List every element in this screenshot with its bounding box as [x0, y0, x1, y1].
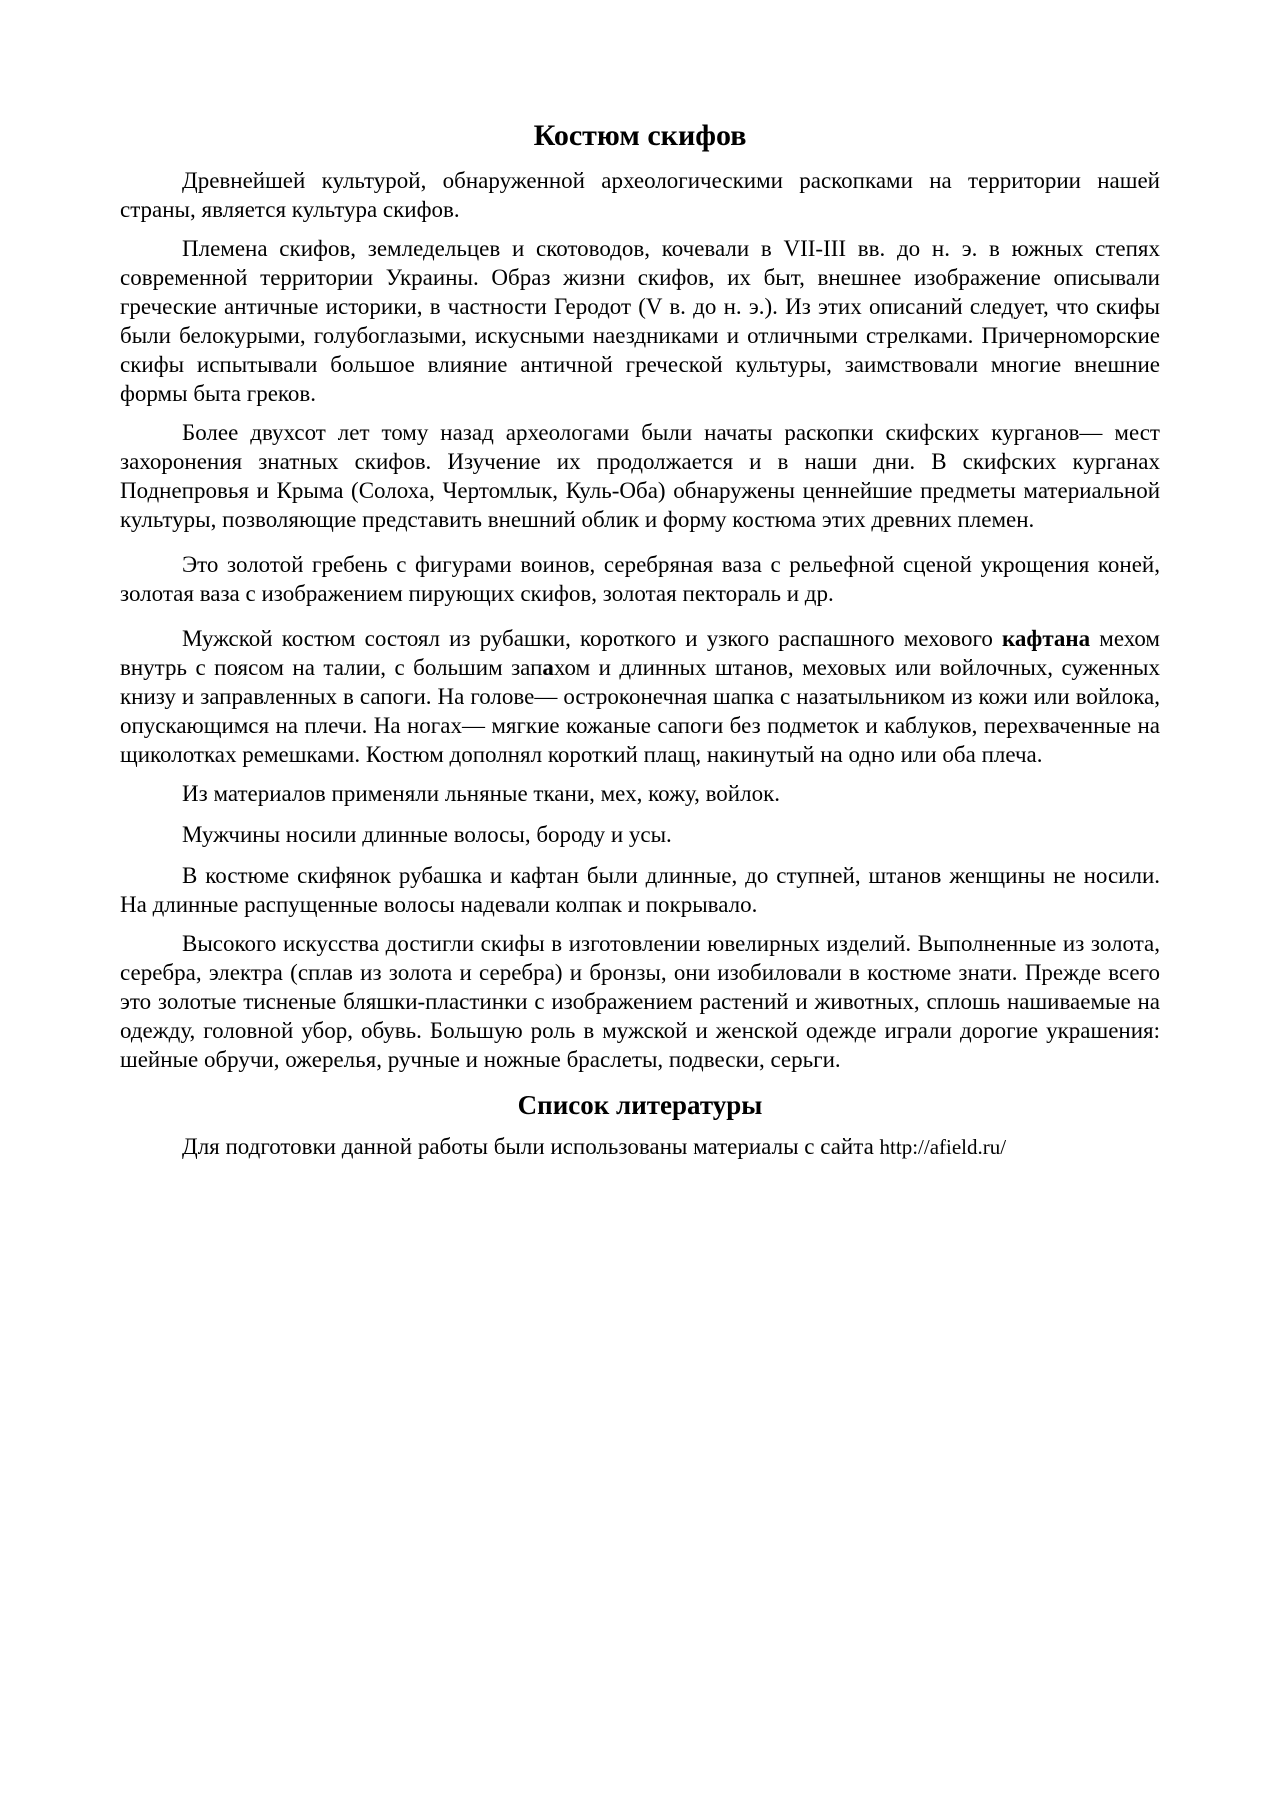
document-body — [120, 118, 1160, 1172]
bibliography-entry — [120, 1132, 1160, 1162]
document-title: Костюм скифов — [533, 119, 747, 152]
paragraph-tribes: Племена скифов, земледельцев и скотоводов, кочевали в VII-III вв. до н. э. в южных степях современной территории Украины. Образ жизни скифов, их быт, внешнее изображение описывали греческие античные историки, в частности Геродот (V в. до н. э.). Из этих описаний следует, что скифы были белокурыми, голубоглазыми, искусными наездниками и отличными стрелками. Причерноморские скифы испытывали большое влияние античной греческой культуры, заимствовали многие внешние формы быта греков. — [120, 236, 1160, 406]
kaftan-term: кафтана — [1002, 626, 1091, 651]
paragraph-excavations: Более двухсот лет тому назад археологами были начаты раскопки скифских курганов— мест захоронения знатных скифов. Изучение их продолжается и в наши дни. В скифских курганах Поднепровья и Крыма (Солоха, Чертомлык, Куль-Оба) обнаружены ценнейшие предметы материальной культуры, позволяющие представить внешний облик и форму костюма этих древних племен. — [120, 420, 1160, 532]
mens-costume-text-2: мехом внутрь с поясом на талии, с большим зап — [120, 626, 1160, 680]
paragraph-materials: Из материалов применяли льняные ткани, мех, кожу, войлок. — [182, 781, 780, 806]
bibliography-link[interactable]: http://afield.ru/ — [879, 1135, 1007, 1159]
paragraph-artifacts: Это золотой гребень с фигурами воинов, серебряная ваза с рельефной сценой укрощения коней, золотая ваза с изображением пирующих скифов, золотая пектораль и др. — [120, 552, 1160, 606]
mens-costume-text-1: Мужской костюм состоял из рубашки, короткого и узкого распашного мехового — [182, 626, 1002, 651]
paragraph-jewelry: Высокого искусства достигли скифы в изготовлении ювелирных изделий. Выполненные из золота, серебра, электра (сплав из золота и серебра) и бронзы, они изобиловали в костюме знати. Прежде всего это золотые тисненые бляшки-пластинки с изображением растений и животных, сплошь нашиваемые на одежду, головной убор, обувь. Большую роль в мужской и женской одежде играли дорогие украшения: шейные обручи, ожерелья, ручные и ножные браслеты, подвески, серьги. — [120, 931, 1160, 1072]
paragraph-hair: Мужчины носили длинные волосы, бороду и усы. — [182, 822, 672, 847]
paragraph-mens-costume — [120, 624, 1160, 769]
bibliography-title: Список литературы — [517, 1090, 763, 1120]
paragraph-intro: Древнейшей культурой, обнаруженной археологическими раскопками на территории нашей страны, является культура скифов. — [120, 168, 1160, 222]
mens-costume-text-3: хом и длинных штанов, меховых или войлочных, суженных книзу и заправленных в сапоги. На голове— остроконечная шапка с назатыльником из кожи или войлока, опускающимся на плечи. На ногах— мягкие кожаные сапоги без подметок и каблуков, перехваченные на щиколотках ремешками. Костюм дополнял короткий плащ, накинутый на одно или оба плеча. — [120, 655, 1160, 767]
paragraph-womens-costume: В костюме скифянок рубашка и кафтан были длинные, до ступней, штанов женщины не носили. На длинные распущенные волосы надевали колпак и покрывало. — [120, 863, 1160, 917]
stress-letter: а — [542, 655, 554, 680]
bibliography-text: Для подготовки данной работы были использованы материалы с сайта — [182, 1134, 880, 1159]
